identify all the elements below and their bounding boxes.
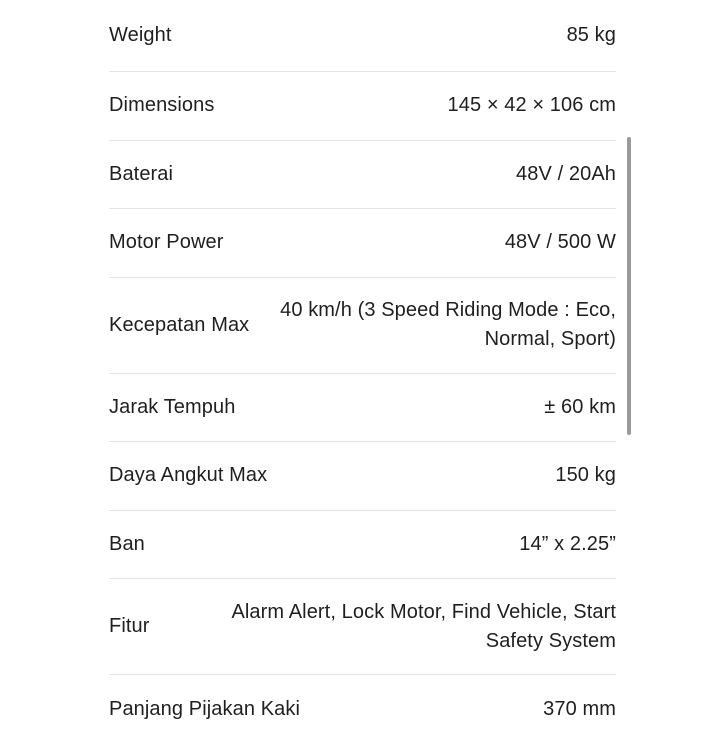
spec-label: Ban xyxy=(109,532,145,555)
spec-row-daya-angkut-max xyxy=(109,442,616,511)
spec-label: Weight xyxy=(109,24,172,46)
spec-value: 48V / 20Ah xyxy=(516,162,616,185)
spec-label: Kecepatan Max xyxy=(109,313,250,336)
spec-label: Daya Angkut Max xyxy=(109,464,268,487)
spec-row-fitur xyxy=(109,579,616,675)
spec-row-motor-power xyxy=(109,209,616,278)
spec-row-dimensions xyxy=(109,72,616,141)
vertical-scrollbar[interactable] xyxy=(627,137,631,435)
spec-value: 40 km/h (3 Speed Riding Mode : Eco, Normal, Sport) xyxy=(280,299,616,350)
spec-value: 150 kg xyxy=(555,464,616,487)
spec-label: Dimensions xyxy=(109,94,215,117)
spec-row-jarak-tempuh xyxy=(109,374,616,443)
spec-value: 14” x 2.25” xyxy=(519,532,616,555)
spec-value: Alarm Alert, Lock Motor, Find Vehicle, Start Safety System xyxy=(231,600,616,652)
spec-table xyxy=(109,0,616,744)
spec-row-baterai xyxy=(109,141,616,210)
spec-label: Jarak Tempuh xyxy=(109,395,236,418)
spec-row-ban xyxy=(109,511,616,580)
spec-value: 145 × 42 × 106 cm xyxy=(447,94,616,117)
spec-label: Panjang Pijakan Kaki xyxy=(109,697,301,720)
spec-row-weight xyxy=(109,0,616,72)
spec-label: Fitur xyxy=(109,615,150,637)
spec-label: Motor Power xyxy=(109,231,224,254)
spec-row-kecepatan-max xyxy=(109,278,616,374)
spec-value: 48V / 500 W xyxy=(504,231,616,254)
spec-value: 370 mm xyxy=(543,697,616,720)
spec-label: Baterai xyxy=(109,162,174,185)
spec-value: 85 kg xyxy=(566,24,616,46)
spec-row-panjang-pijakan-kaki xyxy=(109,675,616,744)
spec-value: ± 60 km xyxy=(544,395,616,418)
